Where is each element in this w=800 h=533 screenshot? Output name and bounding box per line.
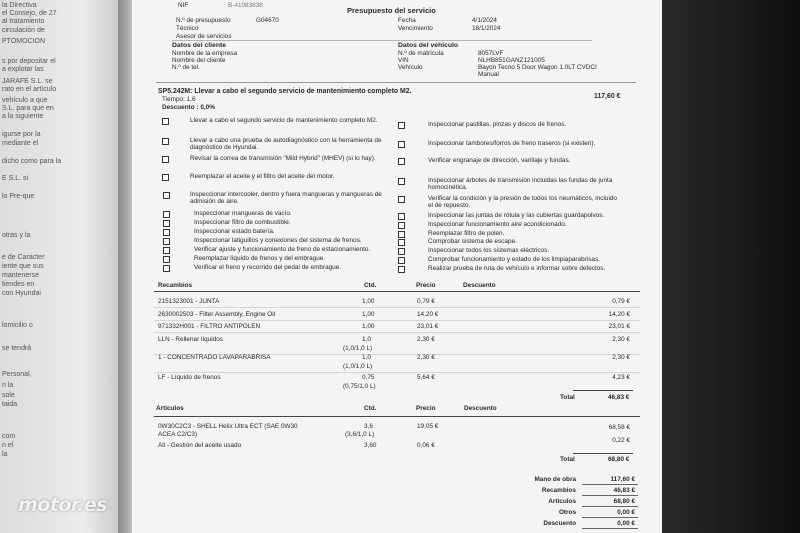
- left-page-line: taida: [2, 401, 18, 408]
- check-item-label: Verificar la condición y la presión de todos los neumáticos, incluido el de repuesto.: [428, 195, 617, 210]
- vehiculo-value: Bayon Tecno 5 Door Wagon 1.0LT CVDCI: [478, 64, 597, 71]
- row-quantity: 1,00: [362, 298, 375, 305]
- empresa-label: Nombre de la empresa: [172, 50, 238, 57]
- recambios-total-label: Total: [560, 394, 575, 401]
- row-divider: [154, 320, 640, 321]
- summary-value: 117,60 €: [610, 476, 635, 483]
- check-item-label: Llevar a cabo el segundo servicio de mantenimiento completo M2.: [190, 117, 378, 124]
- checkbox: [163, 265, 170, 272]
- left-page-line: mediante el: [2, 140, 39, 147]
- row-quantity-detail: (3,6/1,0 L): [345, 431, 375, 438]
- check-item-label: Inspeccionar mangueras de vacío.: [194, 210, 292, 217]
- document-title: Presupuesto del servicio: [347, 6, 436, 15]
- watermark-logo: motor.es: [18, 494, 108, 516]
- articulos-discount-header: Descuento: [464, 405, 497, 412]
- row-total: 0,79 €: [612, 298, 630, 305]
- service-top-rule: [156, 82, 636, 83]
- checkbox: [398, 222, 405, 229]
- cliente-heading: Datos del cliente: [172, 42, 227, 49]
- summary-value: 0,00 €: [617, 520, 635, 527]
- checkbox: [398, 141, 405, 148]
- checkbox: [163, 247, 170, 254]
- page-gutter: [118, 0, 132, 533]
- left-page-line: E S.L. si: [2, 175, 29, 182]
- row-description: 1 - CONCENTRADO LAVAPARABRISA: [158, 354, 271, 361]
- row-description: LF - Líquido de frenos: [158, 374, 221, 381]
- summary-label: Artículos: [548, 498, 576, 505]
- service-tiempo: Tiempo: 1,6: [162, 96, 196, 103]
- check-item-label: Verificar ajuste y funcionamiento de freno de estacionamiento.: [194, 246, 371, 253]
- left-page-line: dicho como para la: [2, 158, 62, 165]
- row-quantity: 1,0: [362, 336, 371, 343]
- vencimiento-label: Vencimiento: [398, 25, 433, 32]
- check-item-label: Revisar la correa de transmisión "Mild Hybrid" (MHEV) (si lo hay).: [190, 155, 376, 162]
- row-price: 0,79 €: [417, 298, 435, 305]
- fecha-value: 4/1/2024: [472, 17, 497, 24]
- check-item-label: Inspeccionar tambores/forros de freno traseros (si existen).: [428, 140, 596, 147]
- articulos-price-header: Precio: [416, 405, 436, 412]
- left-page-line: rato en el artículo: [2, 86, 57, 93]
- asesor-label: Asesor de servicios: [176, 33, 232, 40]
- recambios-qty-header: Ctd.: [364, 282, 377, 289]
- check-item-label: Inspeccionar intercooler, dentro y fuera mangueras y mangueras de admisión de aire.: [190, 191, 382, 206]
- checkbox: [162, 174, 169, 181]
- left-page-line: sole: [2, 392, 15, 399]
- checkbox: [398, 266, 405, 273]
- row-description: LLN - Rellenar líquidos: [158, 336, 224, 343]
- left-page-line: PTOMOCION: [2, 38, 46, 45]
- articulos-total-label: Total: [560, 456, 575, 463]
- checkbox: [398, 231, 405, 238]
- articulos-total-value: 68,80 €: [608, 456, 630, 463]
- row-price: 5,64 €: [417, 374, 435, 381]
- left-page-line: S.L. para que en: [2, 105, 54, 112]
- row-total: 2,30 €: [612, 354, 630, 361]
- checkbox: [398, 178, 405, 185]
- checkbox: [162, 138, 169, 145]
- recambios-total-value: 46,83 €: [608, 394, 630, 401]
- check-item-label: Comprobar funcionamiento y estado de los limpiaparabrisas.: [428, 256, 600, 263]
- row-quantity-detail: (1,0/1,0 L): [343, 363, 373, 370]
- left-page-line: el Consejo, de 27: [2, 10, 57, 17]
- left-page-line: vehículo a que: [2, 97, 48, 104]
- background-dark: [662, 0, 800, 533]
- summary-value: 0,00 €: [617, 509, 635, 516]
- articulos-qty-header: Ctd.: [364, 405, 377, 412]
- row-price: 0,06 €: [417, 442, 435, 449]
- quote-document: [132, 0, 662, 533]
- check-item-label: Inspeccionar todos los sistemas eléctricos.: [428, 247, 550, 254]
- vin-label: VIN: [398, 57, 409, 64]
- left-page-line: se tendrá: [2, 345, 32, 352]
- summary-rule: [582, 484, 638, 485]
- summary-value: 68,80 €: [613, 498, 635, 505]
- checkbox: [162, 118, 169, 125]
- vencimiento-value: 18/1/2024: [472, 25, 501, 32]
- articulos-total-rule: [573, 453, 633, 454]
- left-page-line: com: [2, 433, 16, 440]
- check-item-label: Inspeccionar las juntas de rótula y las cubiertas guardapolvos.: [428, 212, 605, 219]
- checkbox: [162, 156, 169, 163]
- tecnico-label: Técnico: [176, 25, 199, 32]
- left-page-line: la Directiva: [2, 2, 37, 9]
- articulos-header-rule: [154, 416, 640, 417]
- checkbox: [398, 122, 405, 129]
- recambios-discount-header: Descuento: [463, 282, 496, 289]
- service-price: 117,60 €: [594, 93, 621, 100]
- checkbox: [163, 220, 170, 227]
- check-item-label: Realizar prueba de ruta de vehículo e informar sobre defectos.: [428, 265, 606, 272]
- checkbox: [163, 211, 170, 218]
- left-page-line: e de Carácter: [2, 254, 45, 261]
- row-total: 68,58 €: [608, 424, 630, 431]
- row-description: 971332H001 - FILTRO ANTIPOLEN: [158, 323, 261, 330]
- left-page-line: a explotar las: [2, 66, 44, 73]
- vehiculo-value-2: Manual: [478, 71, 499, 78]
- row-price: 23,01 €: [417, 323, 439, 330]
- row-total: 2,30 €: [612, 336, 630, 343]
- left-page: [0, 0, 120, 533]
- check-item-label: Reemplazar el aceite y el filtro del aceite del motor.: [190, 173, 335, 180]
- nif-label: NIF: [178, 2, 189, 9]
- left-page-line: lo Pre-que: [2, 193, 35, 200]
- check-item-label: Reemplazar líquido de frenos y del embrague.: [194, 255, 326, 262]
- left-page-line: n el: [2, 442, 14, 449]
- left-page-line: iente que sus: [2, 263, 44, 270]
- service-descuento: Descuento : 0,0%: [162, 104, 215, 111]
- left-page-line: tiendes en: [2, 281, 35, 288]
- vehiculo-label: Vehículo: [398, 64, 423, 71]
- left-page-line: la: [2, 451, 8, 458]
- tel-label: N.º de tel.: [172, 64, 200, 71]
- recambios-total-rule: [573, 390, 633, 391]
- summary-value: 46,83 €: [613, 487, 635, 494]
- row-total: 4,23 €: [612, 374, 630, 381]
- row-price: 14,20 €: [417, 311, 439, 318]
- fecha-label: Fecha: [398, 17, 416, 24]
- check-item-label: Inspeccionar latiguillos y conexiones del sistema de frenos.: [194, 237, 362, 244]
- presupuesto-label: N.º de presupuesto: [176, 17, 231, 24]
- row-description: 0W30C2C3 - SHELL Helix Ultra ECT (SAE 0W30: [158, 423, 298, 430]
- checkbox: [163, 229, 170, 236]
- checkbox: [163, 192, 170, 199]
- left-page-line: otras y la: [2, 232, 31, 239]
- service-title: SP5.242M: Llevar a cabo el segundo servicio de mantenimiento completo M2.: [158, 88, 412, 95]
- check-item-label: Inspeccionar funcionamiento aire acondicionado.: [428, 221, 567, 228]
- check-item-label: Inspeccionar estado batería.: [194, 228, 275, 235]
- left-page-line: a la siguiente: [2, 113, 44, 120]
- matricula-label: N.º de matrícula: [398, 50, 444, 57]
- row-price: 2,30 €: [417, 354, 435, 361]
- check-item-label: Reemplazar filtro de polen.: [428, 230, 505, 237]
- check-item-label: Comprobar sistema de escape.: [428, 238, 517, 245]
- row-quantity: 3,6: [364, 423, 373, 430]
- left-page-line: circulación de: [2, 27, 45, 34]
- row-description: 2151323001 - JUNTA: [158, 298, 220, 305]
- header-divider: [172, 40, 592, 41]
- row-total: 23,01 €: [608, 323, 630, 330]
- nombre-label: Nombre del cliente: [172, 57, 226, 64]
- matricula-value: 8057LVF: [478, 50, 504, 57]
- check-item-label: Verificar el freno y recorrido del pedal de embrague.: [194, 264, 342, 271]
- checkbox: [398, 239, 405, 246]
- check-item-label: Llevar a cabo una prueba de autodiagnóstico con la herramienta de diagnóstico de Hyundai.: [190, 137, 382, 152]
- row-quantity-detail: (0,75/1,0 L): [343, 383, 376, 390]
- check-item-label: Verificar engranaje de dirección, varillaje y fundas.: [428, 157, 571, 164]
- row-divider: [154, 307, 640, 308]
- row-quantity: 1,0: [362, 354, 371, 361]
- summary-rule: [582, 506, 638, 507]
- row-total: 14,20 €: [608, 311, 630, 318]
- summary-rule: [582, 528, 638, 529]
- recambios-header-rule: [154, 291, 640, 292]
- presupuesto-value: G04670: [256, 17, 279, 24]
- left-page-line: Personal,: [2, 371, 32, 378]
- checkbox: [398, 196, 405, 203]
- summary-rule: [582, 517, 638, 518]
- row-quantity: 3,60: [364, 442, 377, 449]
- summary-label: Descuento: [543, 520, 576, 527]
- row-divider: [154, 372, 640, 373]
- checkbox: [163, 256, 170, 263]
- row-quantity: 1,00: [362, 311, 375, 318]
- nif-value: B-41083838: [228, 2, 263, 9]
- vin-value: NLHB851GANZ121005: [478, 57, 545, 64]
- left-page-line: con Hyundai: [2, 290, 41, 297]
- check-item-label: Inspeccionar pastillas, pinzas y discos de frenos.: [428, 121, 567, 128]
- checkbox: [398, 158, 405, 165]
- row-description: 2630002503 - Filter Assembly, Engine Oil: [158, 311, 276, 318]
- row-quantity-detail: (1,0/1,0 L): [343, 345, 373, 352]
- summary-label: Otros: [558, 509, 576, 516]
- left-page-line: n la: [2, 382, 14, 389]
- summary-label: Mano de obra: [534, 476, 576, 483]
- check-item-label: Inspeccionar árboles de transmisión incluidas las fundas de junta homocinética.: [428, 177, 613, 192]
- row-divider: [154, 332, 640, 333]
- checkbox: [163, 238, 170, 245]
- checkbox: [398, 248, 405, 255]
- left-page-line: igurse por la: [2, 131, 41, 138]
- left-page-line: lomicilio o: [2, 322, 33, 329]
- row-total: 0,22 €: [612, 437, 630, 444]
- row-price: 2,30 €: [417, 336, 435, 343]
- row-description: All - Gestión del aceite usado: [158, 442, 242, 449]
- recambios-header: Recambios: [158, 282, 193, 289]
- checkbox: [398, 213, 405, 220]
- checkbox: [398, 257, 405, 264]
- row-quantity: 1,00: [362, 323, 375, 330]
- summary-label: Recambios: [541, 487, 576, 494]
- row-quantity: 0,75: [362, 374, 375, 381]
- left-page-line: s por depositar el: [2, 58, 56, 65]
- left-page-line: JARAFE S.L. se: [2, 78, 53, 85]
- summary-rule: [582, 495, 638, 496]
- row-price: 19,05 €: [417, 423, 439, 430]
- check-item-label: Inspeccionar filtro de combustible.: [194, 219, 291, 226]
- recambios-price-header: Precio: [416, 282, 436, 289]
- row-description-cont: ACEA C2/C3): [158, 431, 198, 438]
- vehiculo-heading: Datos del vehículo: [398, 42, 459, 49]
- articulos-header: Artículos: [156, 405, 184, 412]
- left-page-line: mantenerse: [2, 272, 39, 279]
- left-page-line: al tratamiento: [2, 18, 45, 25]
